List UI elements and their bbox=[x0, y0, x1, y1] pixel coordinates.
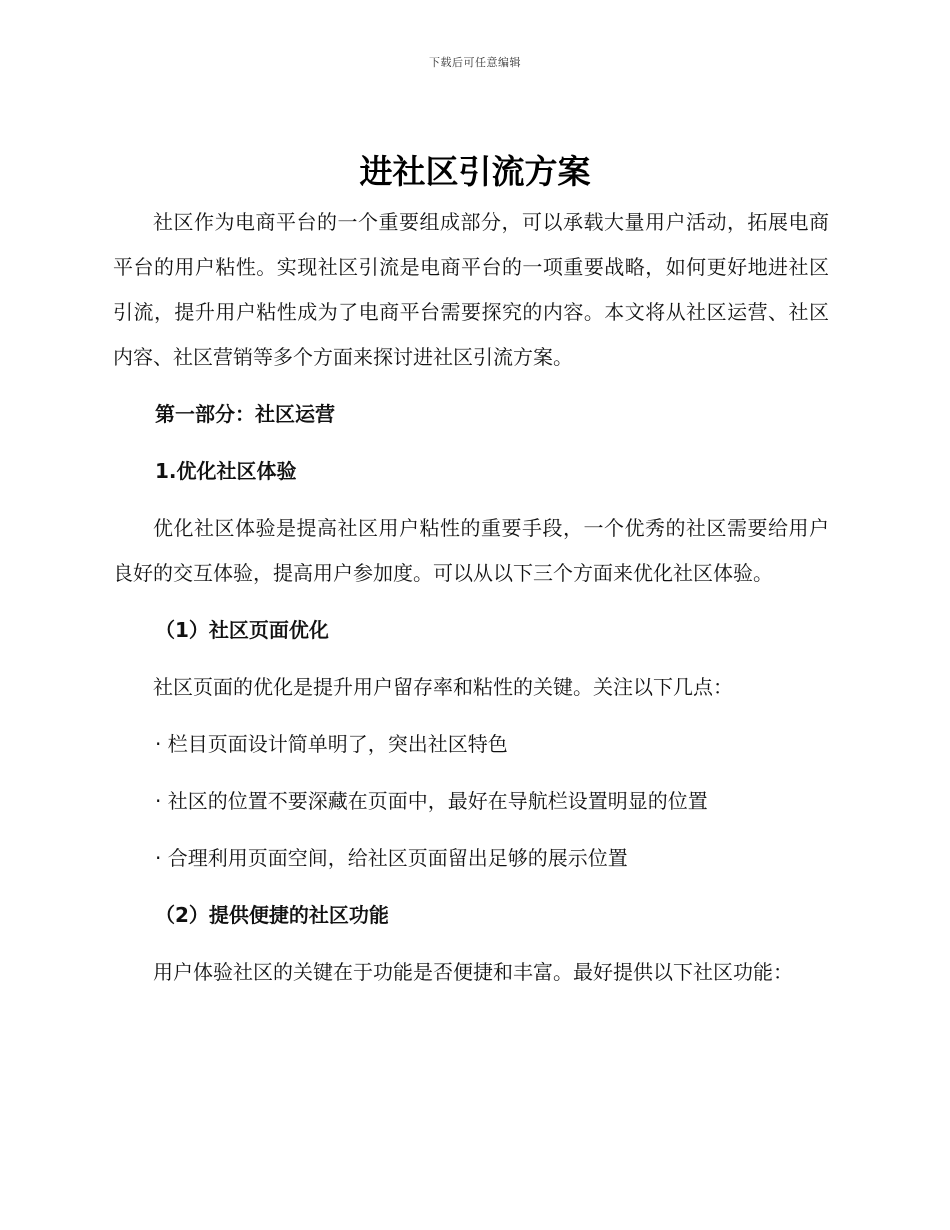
header-note: 下载后可任意编辑 bbox=[429, 56, 521, 69]
intro-paragraph: 社区作为电商平台的一个重要组成部分，可以承载大量用户活动，拓展电商平台的用户粘性。实现社区引流是电商平台的一项重要战略，如何更好地进社区引流，提升用户粘性成为了电商平台需要探究的内容。本文将从社区运营、社区内容、社区营销等多个方面来探讨进社区引流方案。 bbox=[113, 210, 829, 369]
bullet-item-2: · 社区的位置不要深藏在页面中，最好在导航栏设置明显的位置 bbox=[155, 789, 708, 813]
section-paragraph: 优化社区体验是提高社区用户粘性的重要手段，一个优秀的社区需要给用户良好的交互体验，提高用户参加度。可以从以下三个方面来优化社区体验。 bbox=[113, 516, 829, 585]
subsection-heading-1: （1）社区页面优化 bbox=[155, 618, 329, 642]
subsection-paragraph-1: 社区页面的优化是提升用户留存率和粘性的关键。关注以下几点： bbox=[153, 675, 733, 699]
document-body bbox=[113, 200, 829, 995]
section-heading: 1.优化社区体验 bbox=[155, 459, 297, 483]
bullet-item-3: · 合理利用页面空间，给社区页面留出足够的展示位置 bbox=[155, 846, 628, 870]
subsection-paragraph-2: 用户体验社区的关键在于功能是否便捷和丰富。最好提供以下社区功能： bbox=[153, 960, 793, 984]
part-heading: 第一部分：社区运营 bbox=[155, 402, 335, 426]
bullet-item-1: · 栏目页面设计简单明了，突出社区特色 bbox=[155, 732, 508, 756]
document-title: 进社区引流方案 bbox=[359, 152, 591, 191]
subsection-heading-2: （2）提供便捷的社区功能 bbox=[155, 903, 389, 927]
